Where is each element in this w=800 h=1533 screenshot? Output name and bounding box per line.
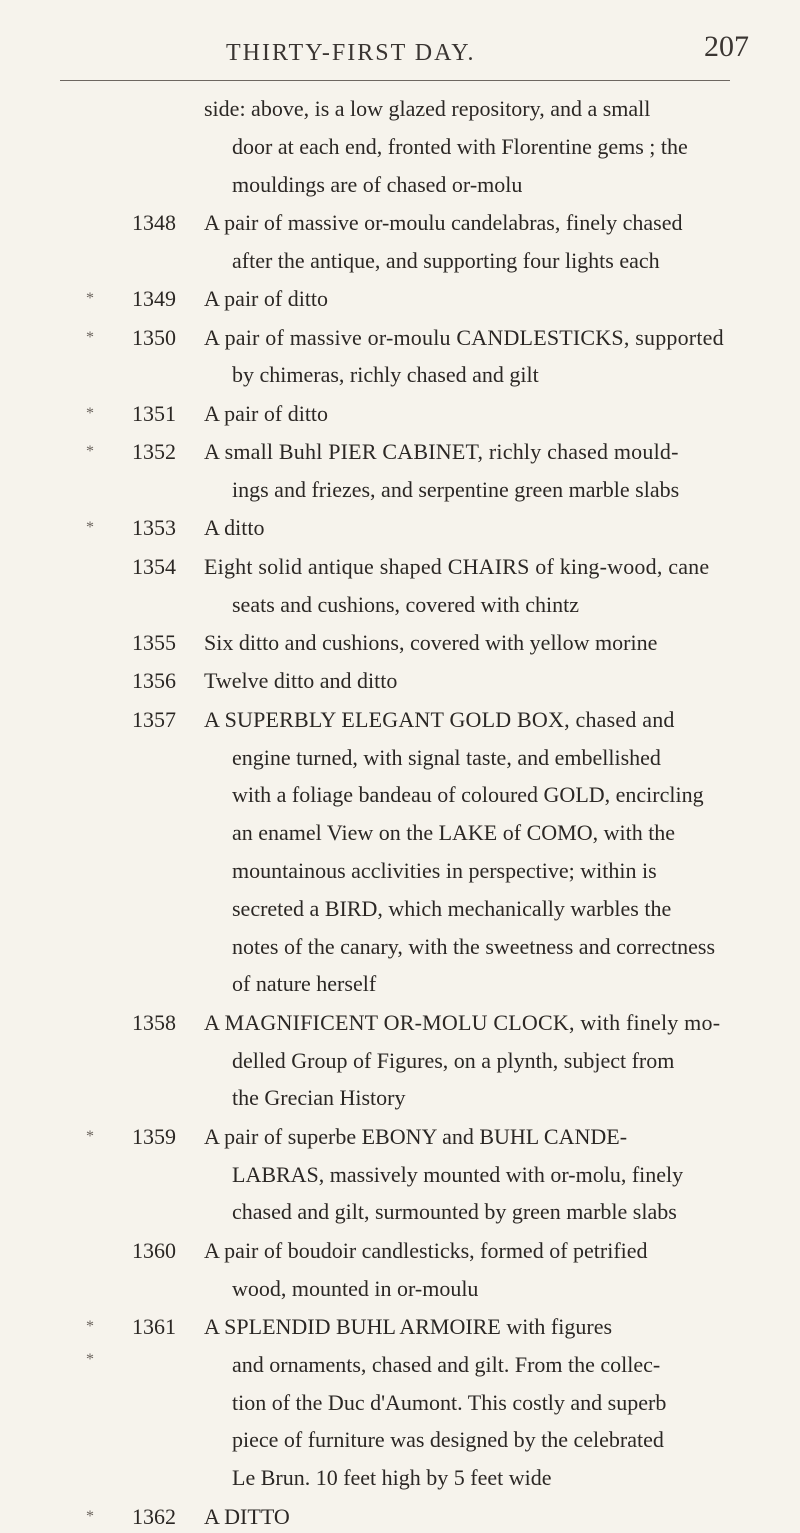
entry-continuation-line: and ornaments, chased and gilt. From the collec- [232,1351,661,1377]
lot-number: 1354 [132,553,176,579]
lot-number: 1353 [132,515,176,541]
entry-first-line: A SUPERBLY ELEGANT GOLD BOX, chased and [204,706,675,732]
lot-number: 1359 [132,1123,176,1149]
lot-number: 1350 [132,324,176,350]
entry-first-line: A small Buhl PIER CABINET, richly chased mould- [204,439,679,465]
entry-first-line: A pair of ditto [204,286,329,312]
margin-mark: * [86,404,94,422]
entry-first-line: side: above, is a low glazed repository, and a small [204,96,651,121]
entry-continuation-line: with a foliage bandeau of coloured GOLD, encircling [232,782,704,808]
lot-number: 1362 [132,1503,176,1529]
lot-number: 1361 [132,1314,176,1339]
entry-continuation-line: an enamel View on the LAKE of COMO, with the [232,820,676,846]
margin-mark: * * [86,1318,94,1368]
entry-continuation-line: LABRAS, massively mounted with or-molu, finely [232,1161,684,1187]
lot-number: 1349 [132,286,176,312]
entry-first-line: A ditto [204,515,265,541]
entry-continuation-line: seats and cushions, covered with chintz [232,591,580,617]
lot-number: 1356 [132,668,176,694]
entry-first-line: Six ditto and cushions, covered with yellow morine [204,630,658,655]
margin-mark: * [86,519,94,537]
margin-mark: * [86,443,94,461]
lot-number: 1355 [132,630,176,655]
page-header [0,0,800,80]
entry-first-line: A DITTO [204,1503,290,1529]
entry-first-line: A pair of massive or-moulu CANDLESTICKS, supported [204,324,724,350]
entry-continuation-line: Le Brun. 10 feet high by 5 feet wide [232,1465,552,1491]
lot-number: 1358 [132,1009,176,1035]
entry-first-line: Eight solid antique shaped CHAIRS of king-wood, cane [204,553,710,579]
entry-first-line: A SPLENDID BUHL ARMOIRE with figures [204,1314,613,1339]
lot-number: 1351 [132,400,176,426]
margin-mark: * [86,328,94,346]
lot-number: 1357 [132,706,176,732]
entry-continuation-line: the Grecian History [232,1085,406,1111]
entry-continuation-line: mountainous acclivities in perspective; within is [232,858,657,883]
entry-continuation-line: delled Group of Figures, on a plynth, subject from [232,1047,675,1073]
entry-continuation-line: door at each end, fronted with Florentine gems ; the [232,133,688,159]
header-rule [60,80,730,81]
lot-number: 1348 [132,210,176,235]
entry-continuation-line: engine turned, with signal taste, and embellished [232,744,661,770]
page-number: 207 [704,30,749,63]
entry-first-line: A MAGNIFICENT OR-MOLU CLOCK, with finely mo- [204,1009,721,1035]
entry-continuation-line: mouldings are of chased or-molu [232,171,523,197]
entry-continuation-line: piece of furniture was designed by the celebrated [232,1427,664,1453]
margin-mark: * [86,290,94,308]
entry-continuation-line: chased and gilt, surmounted by green marble slabs [232,1199,677,1225]
margin-mark: * [86,1507,94,1525]
entry-first-line: Twelve ditto and ditto [204,668,398,694]
entry-first-line: A pair of massive or-moulu candelabras, finely chased [204,210,683,235]
lot-number: 1360 [132,1237,176,1263]
entry-continuation-line: wood, mounted in or-moulu [232,1275,479,1301]
entry-first-line: A pair of superbe EBONY and BUHL CANDE- [204,1123,628,1149]
lot-number: 1352 [132,439,176,465]
margin-mark: * [86,1127,94,1145]
entry-first-line: A pair of boudoir candlesticks, formed of petrified [204,1237,648,1263]
entry-first-line: A pair of ditto [204,400,329,426]
entry-continuation-line: after the antique, and supporting four lights each [232,247,660,273]
entry-continuation-line: by chimeras, richly chased and gilt [232,362,539,388]
entry-continuation-line: secreted a BIRD, which mechanically warbles the [232,895,672,921]
entry-continuation-line: of nature herself [232,971,377,997]
entry-continuation-line: notes of the canary, with the sweetness and correctness [232,933,716,959]
running-head: THIRTY-FIRST DAY. [226,40,476,66]
entry-continuation-line: tion of the Duc d'Aumont. This costly and superb [232,1389,667,1415]
entry-continuation-line: ings and friezes, and serpentine green marble slabs [232,477,680,502]
